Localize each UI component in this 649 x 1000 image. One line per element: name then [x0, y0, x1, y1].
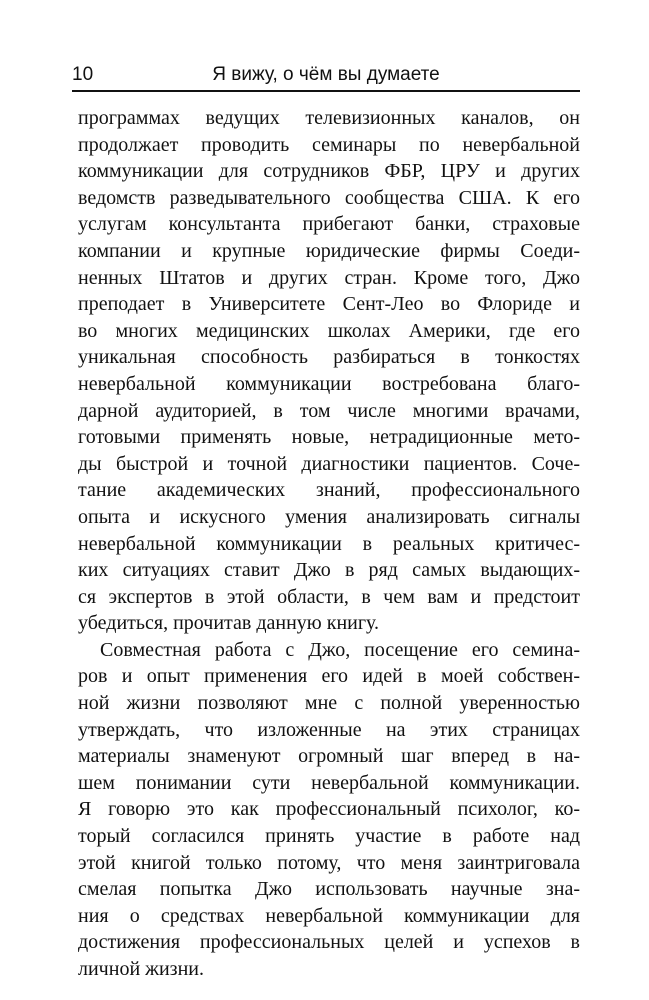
text-line: услугам консультанта прибегают банки, страховые [78, 213, 580, 236]
text-line: продолжает проводить семинары по невербальной [78, 133, 580, 156]
text-line: торый согласился принять участие в работе над [78, 825, 580, 848]
text-line: коммуникации для сотрудников ФБР, ЦРУ и других [78, 160, 580, 183]
text-line: программах ведущих телевизионных каналов, он [78, 107, 580, 129]
text-line: ды быстрой и точной диагностики пациентов. Соче- [78, 452, 580, 475]
text-line: Я говорю это как профессиональный психолог, ко- [78, 798, 580, 821]
text-line: тание академических знаний, профессионального [78, 479, 580, 502]
body-text [78, 105, 580, 983]
text-line: Совместная работа с Джо, посещение его семина- [100, 638, 580, 661]
text-line: дарной аудиторией, в том числе многими врачами, [78, 399, 580, 422]
text-line: опыта и искусного умения анализировать сигналы [78, 505, 580, 528]
text-line: материалы знаменуют огромный шаг вперед в на- [78, 745, 580, 768]
paragraph-1 [78, 105, 580, 637]
text-line: ров и опыт применения его идей в моей собствен- [78, 665, 580, 688]
text-line: уникальная способность разбираться в тонкостях [78, 346, 580, 369]
text-line: утверждать, что изложенные на этих страницах [78, 718, 580, 741]
text-line: ния о средствах невербальной коммуникации для [78, 904, 580, 927]
text-line: преподает в Университете Сент-Лео во Флориде и [78, 293, 580, 316]
running-title: Я вижу, о чём вы думаете [212, 64, 440, 85]
text-line: достижения профессиональных целей и успехов в [78, 931, 580, 954]
text-line: компании и крупные юридические фирмы Соеди- [78, 239, 580, 262]
text-line: шем понимании сути невербальной коммуникации. [78, 771, 580, 794]
text-line: убедиться, прочитав данную книгу. [78, 612, 380, 635]
text-line: ких ситуациях ставит Джо в ряд самых выдающих- [78, 559, 580, 582]
page-number: 10 [72, 64, 94, 85]
text-line: невербальной коммуникации востребована благо- [78, 372, 580, 395]
running-header [72, 62, 580, 92]
text-line: смелая попытка Джо использовать научные зна- [78, 878, 580, 901]
text-line: ся экспертов в этой области, в чем вам и предстоит [78, 585, 580, 608]
text-line: во многих медицинских школах Америки, где его [78, 319, 580, 342]
text-line: ной жизни позволяют мне с полной уверенностью [78, 692, 580, 715]
text-line: ненных Штатов и других стран. Кроме того, Джо [78, 266, 580, 289]
text-line: невербальной коммуникации в реальных критичес- [78, 532, 580, 555]
text-line: этой книгой только потому, что меня заинтриговала [78, 851, 580, 874]
paragraph-2 [78, 637, 580, 983]
text-line: готовыми применять новые, нетрадиционные мето- [78, 426, 580, 449]
text-line: личной жизни. [78, 958, 204, 980]
text-line: ведомств разведывательного сообщества США. К его [78, 186, 580, 209]
